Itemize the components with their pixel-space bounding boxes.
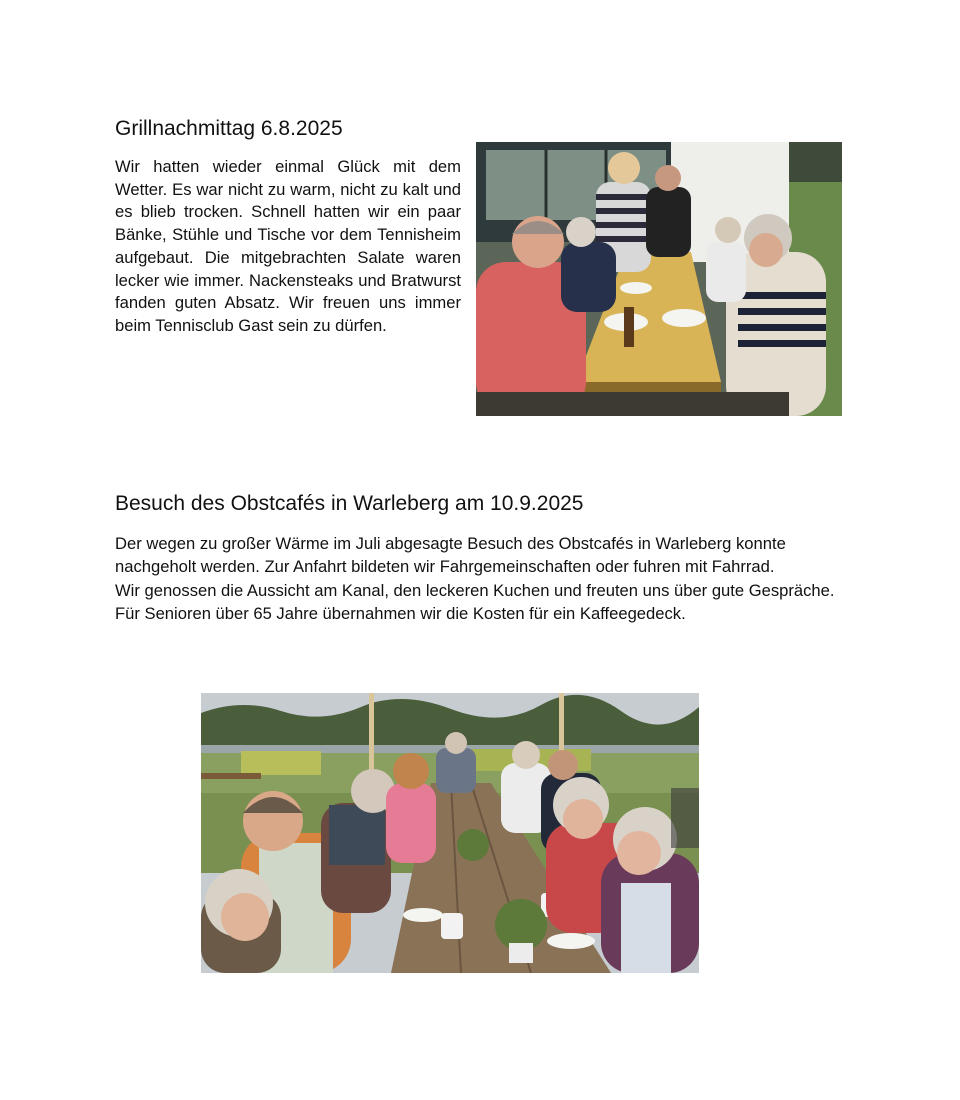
photo-grill-afternoon [476,142,842,416]
section-title-grillnachmittag: Grillnachmittag 6.8.2025 [115,117,343,140]
photo-illustration [201,693,699,973]
section-body-grillnachmittag [115,156,461,338]
paragraph: Der wegen zu großer Wärme im Juli abgesagte Besuch des Obstcafés in Warleberg konnte nachgeholt werden. Zur Anfahrt bildeten wir Fahrgemeinschaften oder fuhren mit Fahrrad. [115,534,786,577]
paragraph: Wir hatten wieder einmal Glück mit dem Wetter. Es war nicht zu warm, nicht zu kalt und es blieb trocken. Schnell hatten wir ein paar Bänke, Stühle und Tische vor dem Tennisheim aufgebaut. Die mitgebrachten Salate waren lecker wie immer. Nackensteaks und Bratwurst fanden guten Absatz. Wir freuen uns immer beim Tennisclub Gast sein zu dürfen. [115,157,461,335]
section-title-obstcafe: Besuch des Obstcafés in Warleberg am 10.9.2025 [115,492,584,515]
section-body-obstcafe [115,532,845,626]
paragraph: Wir genossen die Aussicht am Kanal, den leckeren Kuchen und freuten uns über gute Gespräche. Für Senioren über 65 Jahre übernahmen wir die Kosten für ein Kaffeegedeck. [115,580,835,624]
photo-illustration [476,142,842,416]
photo-obstcafe-visit [201,693,699,973]
